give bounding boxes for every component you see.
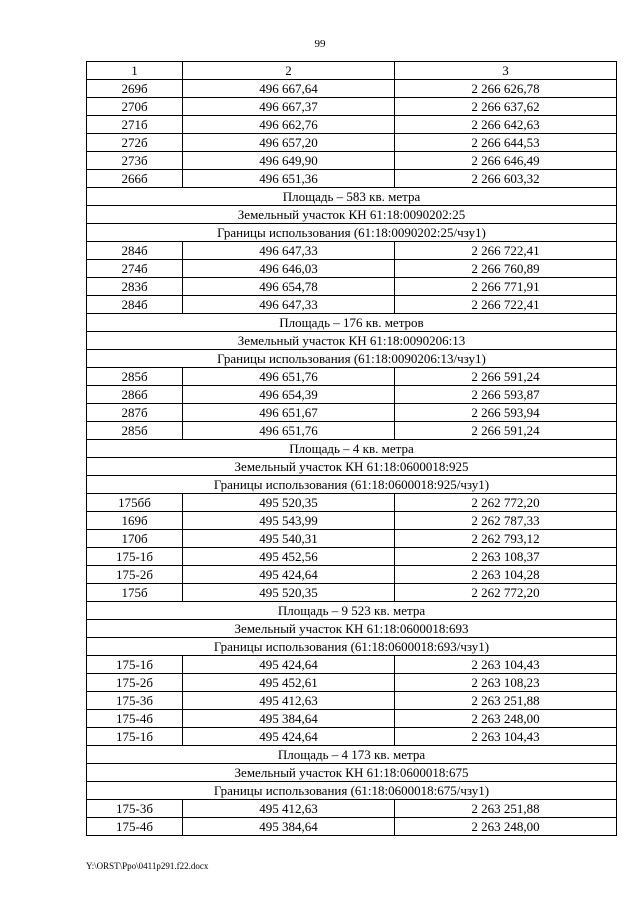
x-coordinate-cell: 496 646,03 <box>183 260 395 278</box>
y-coordinate-cell: 2 266 642,63 <box>395 116 617 134</box>
point-id-cell: 286б <box>87 386 183 404</box>
x-coordinate-cell: 495 520,35 <box>183 494 395 512</box>
y-coordinate-cell: 2 266 646,49 <box>395 152 617 170</box>
section-label: Земельный участок КН 61:18:0600018:925 <box>87 458 617 476</box>
y-coordinate-cell: 2 266 722,41 <box>395 296 617 314</box>
header-cell-y: 3 <box>395 62 617 80</box>
section-label: Земельный участок КН 61:18:0090202:25 <box>87 206 617 224</box>
section-row <box>87 620 617 638</box>
section-row <box>87 206 617 224</box>
table-row <box>87 674 617 692</box>
point-id-cell: 175-4б <box>87 818 183 836</box>
point-id-cell: 175-1б <box>87 548 183 566</box>
point-id-cell: 285б <box>87 368 183 386</box>
y-coordinate-cell: 2 266 644,53 <box>395 134 617 152</box>
table-header-row <box>87 62 617 80</box>
point-id-cell: 175-2б <box>87 674 183 692</box>
x-coordinate-cell: 495 424,64 <box>183 728 395 746</box>
x-coordinate-cell: 496 651,36 <box>183 170 395 188</box>
section-row <box>87 332 617 350</box>
x-coordinate-cell: 495 412,63 <box>183 692 395 710</box>
x-coordinate-cell: 496 667,64 <box>183 80 395 98</box>
table-row <box>87 548 617 566</box>
point-id-cell: 283б <box>87 278 183 296</box>
section-label: Площадь – 583 кв. метра <box>87 188 617 206</box>
point-id-cell: 175-3б <box>87 800 183 818</box>
section-row <box>87 764 617 782</box>
x-coordinate-cell: 495 424,64 <box>183 566 395 584</box>
y-coordinate-cell: 2 266 722,41 <box>395 242 617 260</box>
x-coordinate-cell: 495 452,61 <box>183 674 395 692</box>
section-label: Границы использования (61:18:0090206:13/чзу1) <box>87 350 617 368</box>
section-label: Границы использования (61:18:0600018:675/чзу1) <box>87 782 617 800</box>
point-id-cell: 284б <box>87 242 183 260</box>
y-coordinate-cell: 2 263 248,00 <box>395 818 617 836</box>
header-cell-point: 1 <box>87 62 183 80</box>
section-label: Границы использования (61:18:0600018:925/чзу1) <box>87 476 617 494</box>
y-coordinate-cell: 2 263 251,88 <box>395 692 617 710</box>
table-row <box>87 386 617 404</box>
x-coordinate-cell: 496 654,39 <box>183 386 395 404</box>
table-row <box>87 116 617 134</box>
point-id-cell: 170б <box>87 530 183 548</box>
y-coordinate-cell: 2 263 108,23 <box>395 674 617 692</box>
y-coordinate-cell: 2 262 772,20 <box>395 494 617 512</box>
table-row <box>87 566 617 584</box>
y-coordinate-cell: 2 262 772,20 <box>395 584 617 602</box>
coordinates-table <box>86 61 617 836</box>
point-id-cell: 169б <box>87 512 183 530</box>
section-row <box>87 458 617 476</box>
table-row <box>87 242 617 260</box>
y-coordinate-cell: 2 266 593,94 <box>395 404 617 422</box>
y-coordinate-cell: 2 266 591,24 <box>395 422 617 440</box>
table-body <box>87 80 617 836</box>
point-id-cell: 175-1б <box>87 656 183 674</box>
y-coordinate-cell: 2 263 104,28 <box>395 566 617 584</box>
point-id-cell: 273б <box>87 152 183 170</box>
x-coordinate-cell: 496 651,76 <box>183 368 395 386</box>
table-row <box>87 98 617 116</box>
table-row <box>87 530 617 548</box>
section-row <box>87 476 617 494</box>
point-id-cell: 175-2б <box>87 566 183 584</box>
x-coordinate-cell: 495 424,64 <box>183 656 395 674</box>
section-label: Площадь – 4 кв. метра <box>87 440 617 458</box>
point-id-cell: 285б <box>87 422 183 440</box>
table-row <box>87 404 617 422</box>
section-row <box>87 350 617 368</box>
x-coordinate-cell: 496 649,90 <box>183 152 395 170</box>
y-coordinate-cell: 2 263 104,43 <box>395 656 617 674</box>
page-number: 99 <box>314 38 326 50</box>
table-row <box>87 494 617 512</box>
section-row <box>87 746 617 764</box>
y-coordinate-cell: 2 262 787,33 <box>395 512 617 530</box>
table-row <box>87 368 617 386</box>
x-coordinate-cell: 495 384,64 <box>183 818 395 836</box>
section-label: Земельный участок КН 61:18:0090206:13 <box>87 332 617 350</box>
section-row <box>87 782 617 800</box>
section-row <box>87 602 617 620</box>
section-label: Границы использования (61:18:0090202:25/чзу1) <box>87 224 617 242</box>
point-id-cell: 269б <box>87 80 183 98</box>
y-coordinate-cell: 2 266 771,91 <box>395 278 617 296</box>
file-path-footer: Y:\ORST\Ppo\0411p291.f22.docx <box>86 861 209 871</box>
table-row <box>87 260 617 278</box>
y-coordinate-cell: 2 266 626,78 <box>395 80 617 98</box>
point-id-cell: 284б <box>87 296 183 314</box>
point-id-cell: 287б <box>87 404 183 422</box>
section-label: Земельный участок КН 61:18:0600018:693 <box>87 620 617 638</box>
table-row <box>87 800 617 818</box>
x-coordinate-cell: 496 647,33 <box>183 296 395 314</box>
x-coordinate-cell: 495 384,64 <box>183 710 395 728</box>
section-label: Площадь – 4 173 кв. метра <box>87 746 617 764</box>
y-coordinate-cell: 2 266 593,87 <box>395 386 617 404</box>
section-row <box>87 314 617 332</box>
table-row <box>87 422 617 440</box>
table-row <box>87 728 617 746</box>
point-id-cell: 175бб <box>87 494 183 512</box>
x-coordinate-cell: 496 654,78 <box>183 278 395 296</box>
point-id-cell: 271б <box>87 116 183 134</box>
point-id-cell: 270б <box>87 98 183 116</box>
section-row <box>87 188 617 206</box>
point-id-cell: 274б <box>87 260 183 278</box>
table-row <box>87 710 617 728</box>
section-row <box>87 224 617 242</box>
header-cell-x: 2 <box>183 62 395 80</box>
point-id-cell: 175б <box>87 584 183 602</box>
x-coordinate-cell: 496 662,76 <box>183 116 395 134</box>
y-coordinate-cell: 2 266 637,62 <box>395 98 617 116</box>
y-coordinate-cell: 2 263 248,00 <box>395 710 617 728</box>
table-row <box>87 584 617 602</box>
section-row <box>87 638 617 656</box>
section-label: Границы использования (61:18:0600018:693/чзу1) <box>87 638 617 656</box>
x-coordinate-cell: 496 651,67 <box>183 404 395 422</box>
section-label: Земельный участок КН 61:18:0600018:675 <box>87 764 617 782</box>
x-coordinate-cell: 495 520,35 <box>183 584 395 602</box>
table-row <box>87 134 617 152</box>
y-coordinate-cell: 2 263 104,43 <box>395 728 617 746</box>
point-id-cell: 266б <box>87 170 183 188</box>
x-coordinate-cell: 496 647,33 <box>183 242 395 260</box>
table-row <box>87 80 617 98</box>
x-coordinate-cell: 496 651,76 <box>183 422 395 440</box>
y-coordinate-cell: 2 266 591,24 <box>395 368 617 386</box>
table-row <box>87 152 617 170</box>
y-coordinate-cell: 2 266 760,89 <box>395 260 617 278</box>
section-label: Площадь – 176 кв. метров <box>87 314 617 332</box>
y-coordinate-cell: 2 263 108,37 <box>395 548 617 566</box>
table-row <box>87 512 617 530</box>
table-row <box>87 296 617 314</box>
section-label: Площадь – 9 523 кв. метра <box>87 602 617 620</box>
point-id-cell: 272б <box>87 134 183 152</box>
table-row <box>87 818 617 836</box>
y-coordinate-cell: 2 266 603,32 <box>395 170 617 188</box>
point-id-cell: 175-3б <box>87 692 183 710</box>
table-row <box>87 170 617 188</box>
y-coordinate-cell: 2 263 251,88 <box>395 800 617 818</box>
x-coordinate-cell: 496 667,37 <box>183 98 395 116</box>
section-row <box>87 440 617 458</box>
table-row <box>87 692 617 710</box>
table-row <box>87 656 617 674</box>
x-coordinate-cell: 495 540,31 <box>183 530 395 548</box>
x-coordinate-cell: 495 543,99 <box>183 512 395 530</box>
x-coordinate-cell: 495 452,56 <box>183 548 395 566</box>
point-id-cell: 175-4б <box>87 710 183 728</box>
table-row <box>87 278 617 296</box>
y-coordinate-cell: 2 262 793,12 <box>395 530 617 548</box>
point-id-cell: 175-1б <box>87 728 183 746</box>
x-coordinate-cell: 496 657,20 <box>183 134 395 152</box>
x-coordinate-cell: 495 412,63 <box>183 800 395 818</box>
